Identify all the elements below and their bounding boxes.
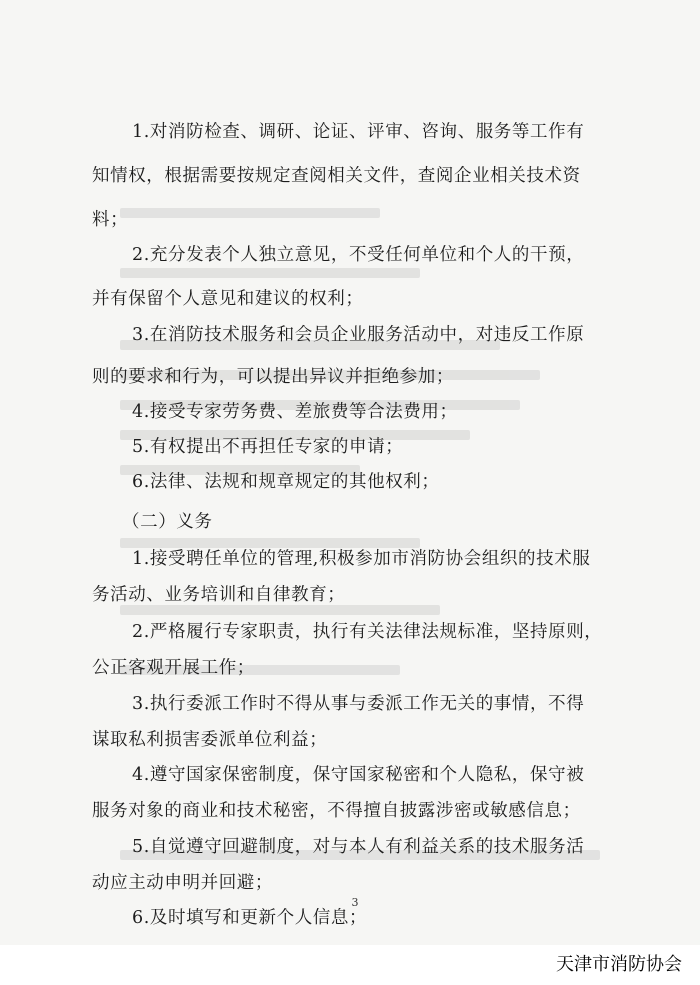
rights-item-2-line-1: 2.充分发表个人独立意见，不受任何单位和个人的干预， — [132, 245, 585, 265]
rights-item-5: 5.有权提出不再担任专家的申请； — [132, 437, 404, 457]
rights-item-6: 6.法律、法规和规章规定的其他权利； — [132, 472, 440, 492]
rights-item-2-line-2: 并有保留个人意见和建议的权利； — [92, 289, 364, 309]
duties-heading: （二）义务 — [122, 512, 213, 532]
rights-item-3-line-1: 3.在消防技术服务和会员企业服务活动中，对违反工作原 — [132, 325, 585, 345]
rights-item-3-line-2: 则的要求和行为，可以提出异议并拒绝参加； — [92, 367, 454, 387]
duties-item-4-line-2: 服务对象的商业和技术秘密，不得擅自披露涉密或敏感信息； — [92, 801, 581, 821]
duties-item-4-line-1: 4.遵守国家保密制度，保守国家秘密和个人隐私，保守被 — [132, 765, 585, 785]
rights-item-1-line-1: 1.对消防检查、调研、论证、评审、咨询、服务等工作有 — [132, 122, 585, 142]
duties-item-5-line-2: 动应主动申明并回避； — [92, 873, 273, 893]
duties-item-2-line-2: 公正客观开展工作； — [92, 658, 255, 678]
rights-item-1-line-2: 知情权，根据需要按规定查阅相关文件，查阅企业相关技术资 — [92, 166, 581, 186]
rights-item-4: 4.接受专家劳务费、差旅费等合法费用； — [132, 402, 458, 422]
duties-item-3-line-1: 3.执行委派工作时不得从事与委派工作无关的事情，不得 — [132, 694, 585, 714]
page-number: 3 — [351, 896, 359, 909]
rights-item-1-line-3: 料； — [92, 210, 129, 230]
duties-item-2-line-1: 2.严格履行专家职责，执行有关法律法规标准，坚持原则， — [132, 622, 603, 642]
footer-organization: 天津市消防协会 — [556, 954, 682, 975]
duties-item-1-line-2: 务活动、业务培训和自律教育； — [92, 585, 346, 605]
duties-item-1-line-1: 1.接受聘任单位的管理,积极参加市消防协会组织的技术服 — [132, 549, 591, 569]
duties-item-5-line-1: 5.自觉遵守回避制度，对与本人有利益关系的技术服务活 — [132, 837, 585, 857]
duties-item-3-line-2: 谋取私利损害委派单位利益； — [92, 730, 328, 750]
duties-item-6: 6.及时填写和更新个人信息； — [132, 908, 368, 928]
